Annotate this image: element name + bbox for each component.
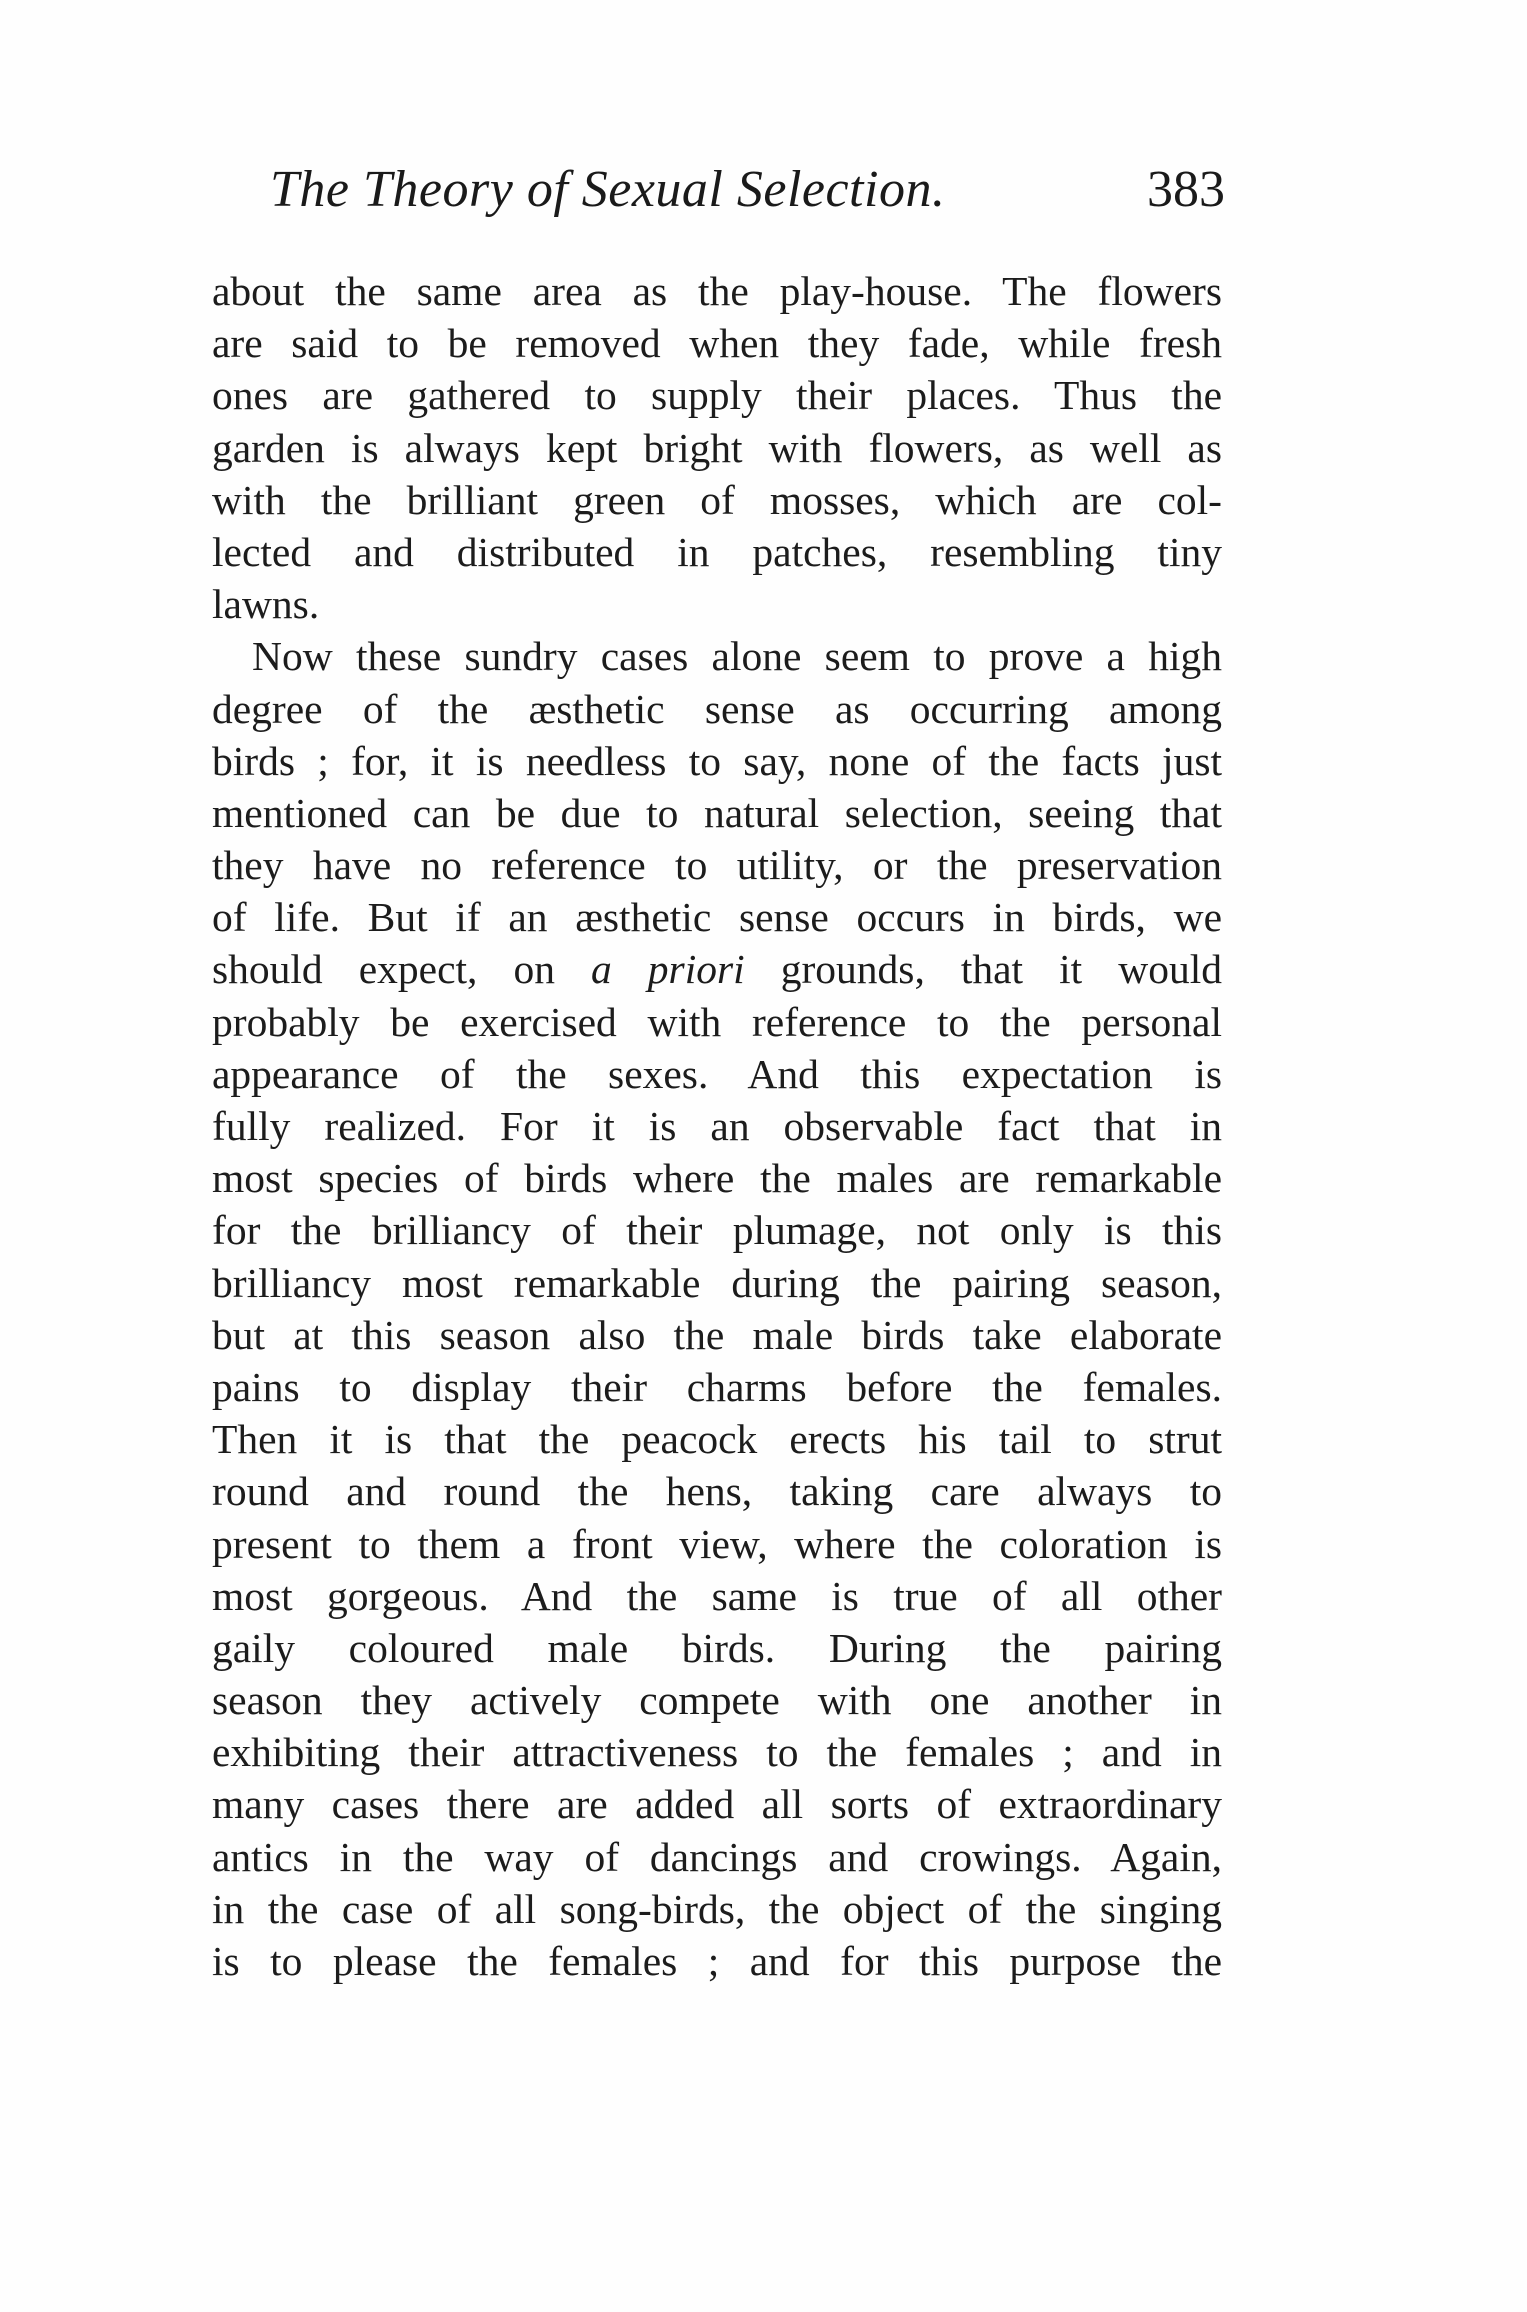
text-line: exhibiting their attractiveness to the females ; and in [212,1729,1222,1776]
italic-phrase: a priori [591,946,745,993]
running-title: The Theory of Sexual Selection. [270,161,946,218]
text-line: antics in the way of dancings and crowings. Again, [212,1833,1222,1880]
text-line: present to them a front view, where the coloration is [212,1520,1222,1567]
text-line: most species of birds where the males are remarkable [212,1155,1222,1202]
text-line: ones are gathered to supply their places. Thus the [212,372,1222,419]
body-text [212,265,1222,1987]
text-line: garden is always kept bright with flowers, as well as [212,424,1222,471]
text-line: lawns. [212,581,320,628]
text-line: in the case of all song-birds, the object of the singing [212,1885,1222,1932]
text-line: are said to be removed when they fade, while fresh [212,320,1222,367]
text-line: about the same area as the play-house. The flowers [212,268,1222,314]
page-number: 383 [1147,161,1225,218]
text-line: brilliancy most remarkable during the pairing season, [212,1259,1222,1306]
text-line: round and round the hens, taking care always to [212,1468,1222,1515]
text-line: Then it is that the peacock erects his tail to strut [212,1416,1222,1463]
text-line: gaily coloured male birds. During the pairing [212,1624,1222,1671]
text-line: with the brilliant green of mosses, which are col- [212,476,1222,523]
text-line: most gorgeous. And the same is true of all other [212,1572,1222,1619]
text-line: probably be exercised with reference to the personal [212,998,1222,1045]
paragraph-start-line: Now these sundry cases alone seem to prove a high [252,633,1222,680]
text-line: is to please the females ; and for this purpose the [212,1938,1222,1984]
text-run: should expect, on [212,946,591,993]
text-line: pains to display their charms before the females. [212,1363,1222,1410]
text-run: grounds, that it would [744,946,1222,993]
text-line: birds ; for, it is needless to say, none of the facts just [212,737,1222,784]
text-line: lected and distributed in patches, resembling tiny [212,528,1222,575]
running-header [270,160,1225,230]
text-line: they have no reference to utility, or the preservation [212,842,1222,889]
text-line: for the brilliancy of their plumage, not only is this [212,1207,1222,1254]
text-line: fully realized. For it is an observable fact that in [212,1103,1222,1149]
text-line: appearance of the sexes. And this expectation is [212,1050,1222,1097]
text-line: mentioned can be due to natural selection, seeing that [212,789,1222,836]
text-line-a-priori [212,943,1222,995]
text-line: degree of the æsthetic sense as occurring among [212,685,1222,732]
text-line: but at this season also the male birds take elaborate [212,1311,1222,1358]
text-line: season they actively compete with one another in [212,1677,1222,1724]
text-line: of life. But if an æsthetic sense occurs in birds, we [212,894,1222,941]
text-line: many cases there are added all sorts of extraordinary [212,1781,1222,1828]
